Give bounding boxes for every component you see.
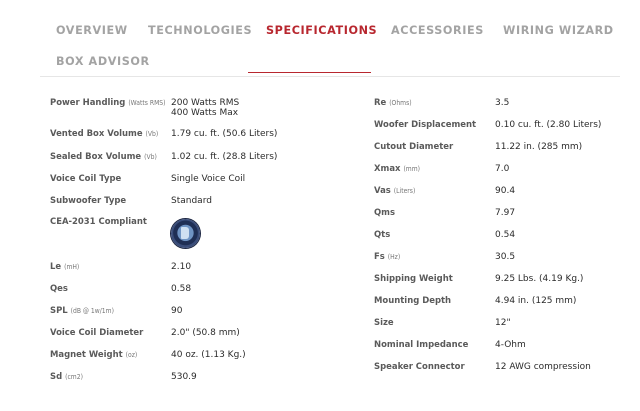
spec-value: 30.5 — [495, 252, 516, 262]
spec-label: Voice Coil Type — [50, 173, 122, 184]
tab-specifications[interactable]: SPECIFICATIONS — [266, 24, 378, 37]
spec-label: Speaker Connector — [374, 361, 465, 372]
active-tab-underline — [248, 72, 371, 73]
spec-tabs — [0, 0, 640, 76]
spec-value: 200 Watts RMS 400 Watts Max — [171, 98, 240, 118]
tab-overview[interactable]: OVERVIEW — [56, 24, 128, 37]
tab-technologies[interactable]: TECHNOLOGIES — [148, 24, 253, 37]
spec-value: 11.22 in. (285 mm) — [495, 142, 583, 152]
spec-label: Power Handling (Watts RMS) — [50, 97, 166, 108]
spec-value: 4.94 in. (125 mm) — [495, 296, 577, 306]
spec-label: Voice Coil Diameter — [50, 327, 144, 338]
spec-label: Qts — [374, 229, 391, 240]
spec-label: Cutout Diameter — [374, 141, 454, 152]
tab-wiring-wizard[interactable]: WIRING WIZARD — [503, 24, 614, 37]
spec-value: 7.0 — [495, 164, 510, 174]
tab-box-advisor[interactable]: BOX ADVISOR — [56, 55, 150, 68]
spec-label: Fs (Hz) — [374, 251, 401, 262]
spec-value: 0.10 cu. ft. (2.80 Liters) — [495, 120, 602, 130]
spec-value: 1.79 cu. ft. (50.6 Liters) — [171, 129, 278, 139]
spec-value: Standard — [171, 196, 212, 206]
spec-value: 530.9 — [171, 372, 197, 382]
spec-value: Single Voice Coil — [171, 174, 246, 184]
spec-label: Re (Ohms) — [374, 97, 412, 108]
spec-label: Sd (cm2) — [50, 371, 83, 382]
spec-value: 3.5 — [495, 98, 510, 108]
spec-value: 9.25 Lbs. (4.19 Kg.) — [495, 274, 584, 284]
spec-label: Mounting Depth — [374, 295, 452, 306]
spec-label: CEA-2031 Compliant — [50, 216, 147, 227]
spec-label: Magnet Weight (oz) — [50, 349, 138, 360]
spec-label: Subwoofer Type — [50, 195, 127, 206]
spec-value: 0.54 — [495, 230, 516, 240]
spec-label: Shipping Weight — [374, 273, 453, 284]
spec-value: 2.0" (50.8 mm) — [171, 328, 240, 338]
spec-value: 7.97 — [495, 208, 516, 218]
spec-value: 1.02 cu. ft. (28.8 Liters) — [171, 152, 278, 162]
spec-label: SPL (dB @ 1w/1m) — [50, 305, 114, 316]
spec-value: 90 — [171, 306, 183, 316]
spec-label: Woofer Displacement — [374, 119, 477, 130]
spec-label: Size — [374, 317, 394, 328]
spec-value: 0.58 — [171, 284, 192, 294]
spec-label: Qms — [374, 207, 396, 218]
spec-label: Vas (Liters) — [374, 185, 416, 196]
spec-value: 90.4 — [495, 186, 516, 196]
tab-accessories[interactable]: ACCESSORIES — [391, 24, 484, 37]
spec-value: 12" — [495, 318, 511, 328]
spec-value: 4-Ohm — [495, 340, 526, 350]
spec-value: 2.10 — [171, 262, 192, 272]
spec-value: 12 AWG compression — [495, 362, 591, 372]
cea-2031-compliance-badge-icon — [171, 219, 200, 248]
spec-value: 40 oz. (1.13 Kg.) — [171, 350, 246, 360]
spec-label: Vented Box Volume (Vb) — [50, 128, 159, 139]
spec-label: Xmax (mm) — [374, 163, 420, 174]
spec-label: Sealed Box Volume (Vb) — [50, 151, 157, 162]
spec-label: Le (mH) — [50, 261, 80, 272]
spec-label: Nominal Impedance — [374, 339, 469, 350]
spec-label: Qes — [50, 283, 68, 294]
tabs-divider — [40, 76, 620, 77]
